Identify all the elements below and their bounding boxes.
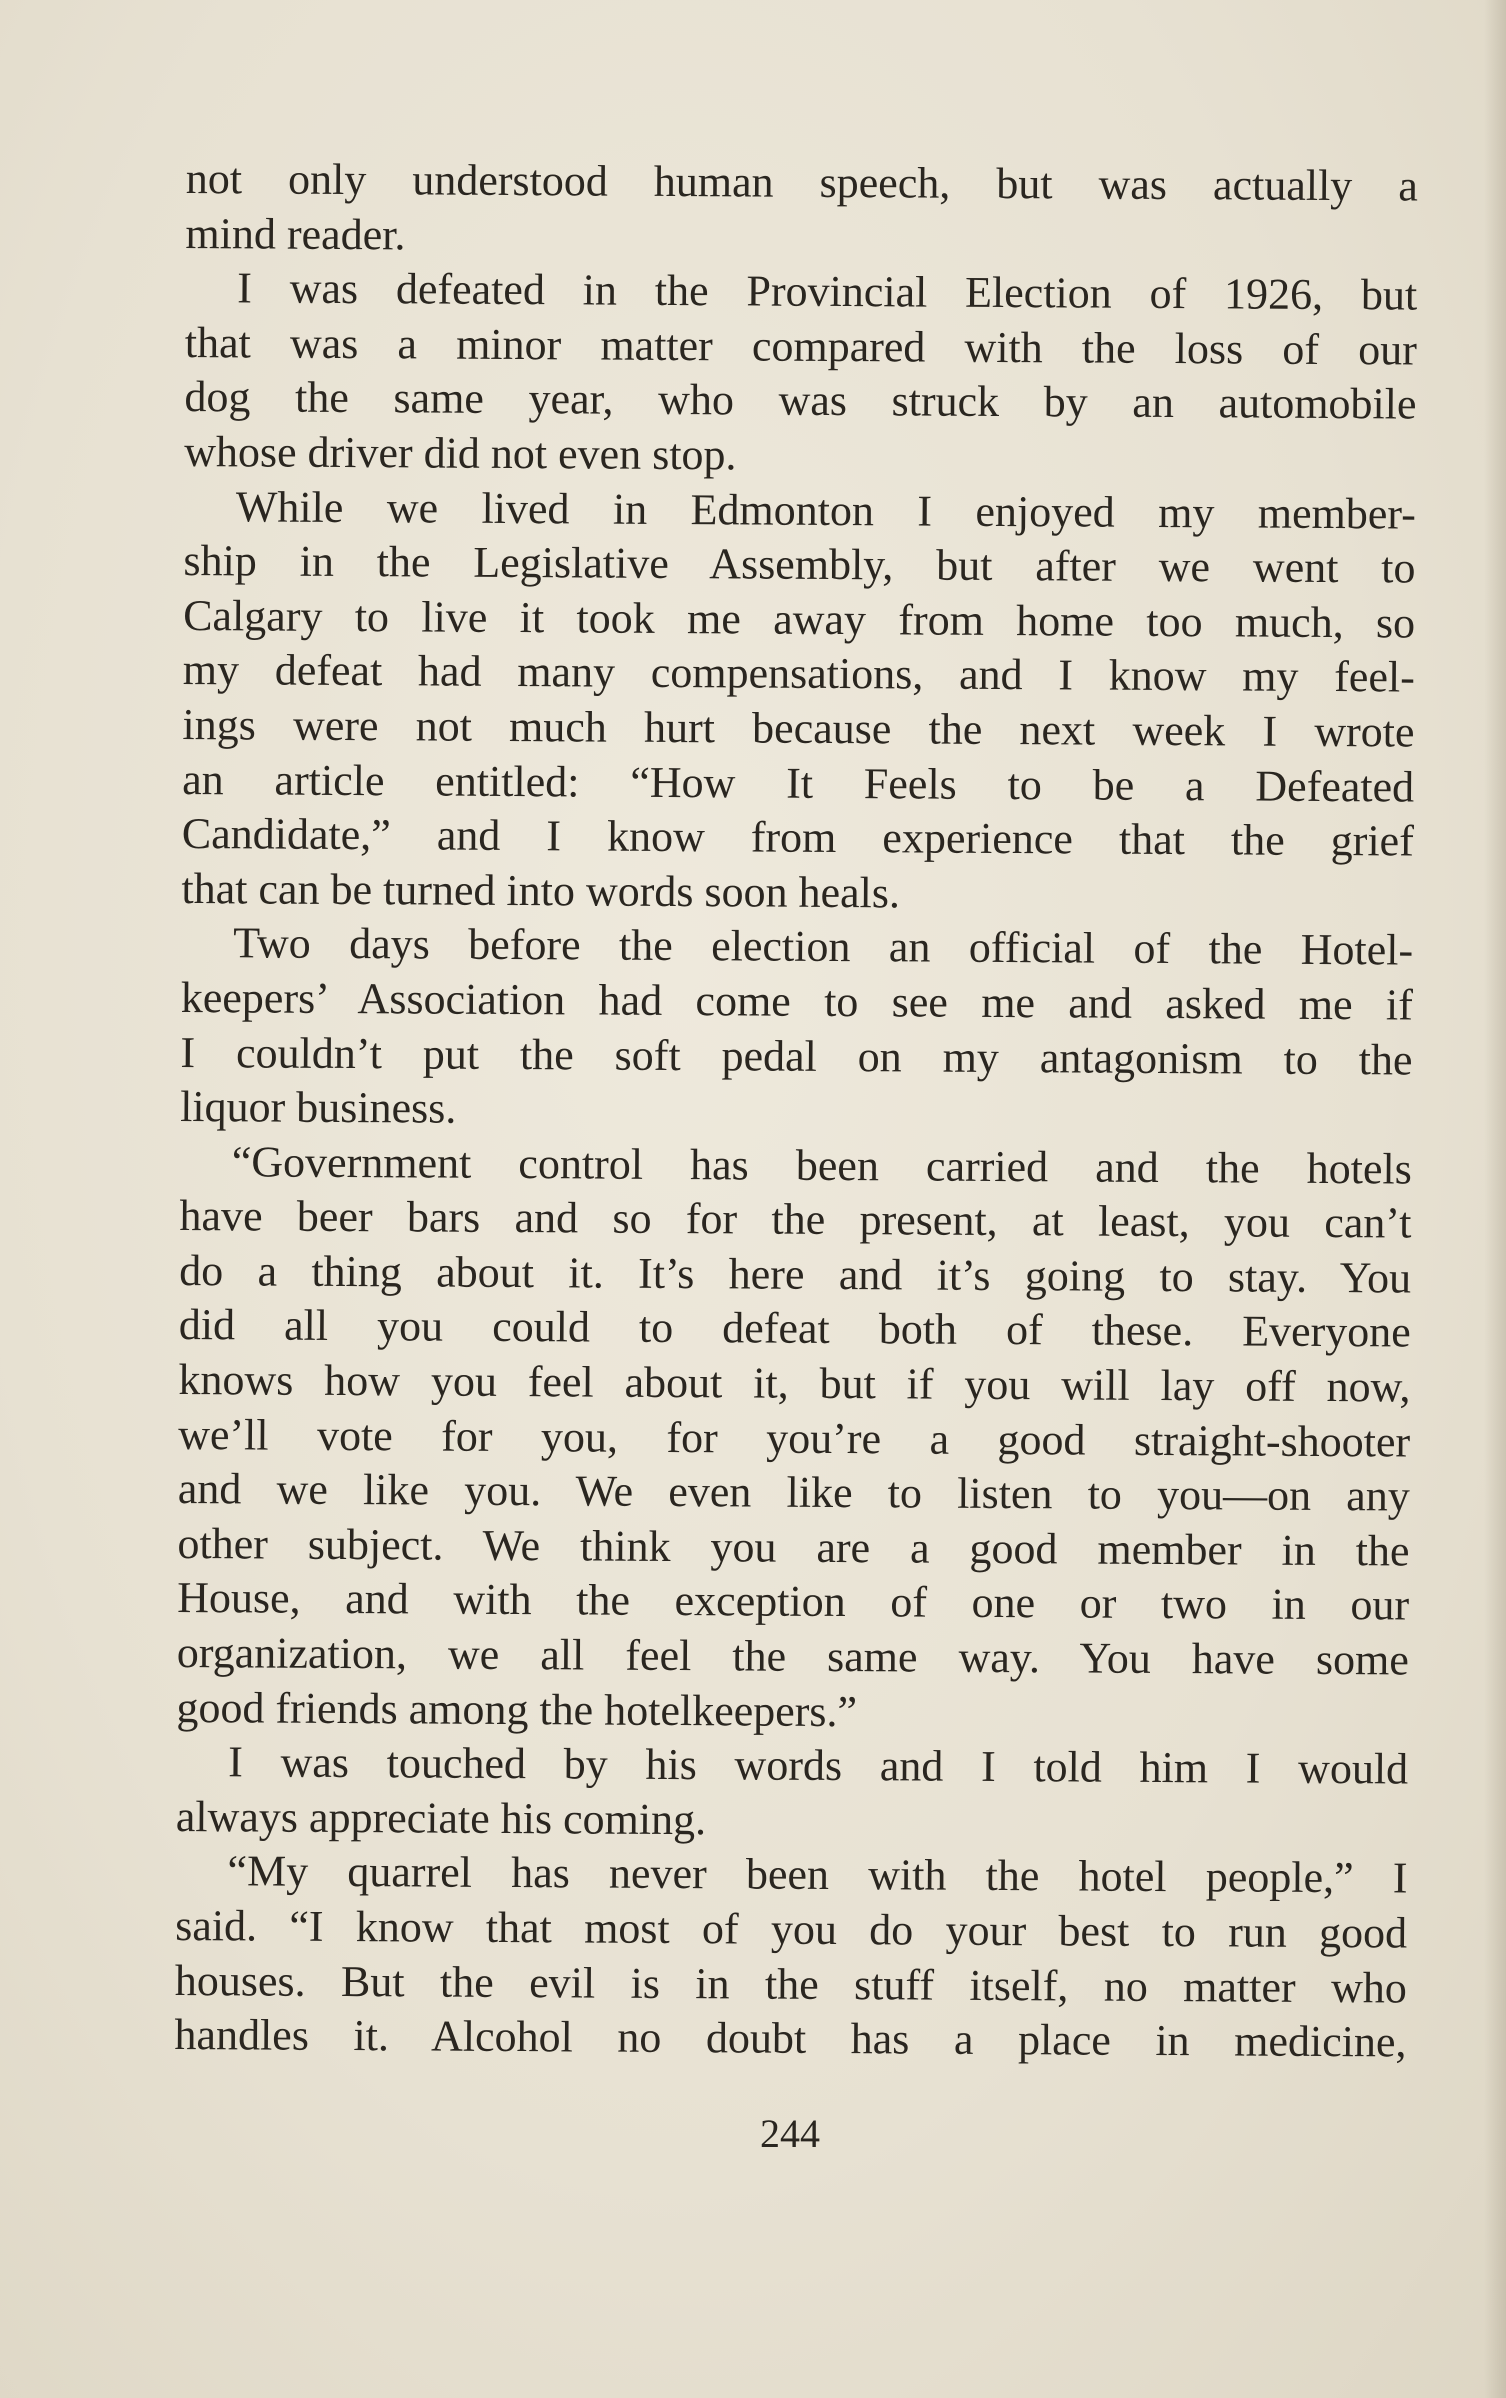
text-line: keepers’ Association had come to see me and asked me if <box>180 972 1413 1030</box>
text-line: we’ll vote for you, for you’re a good straight-shooter <box>178 1409 1411 1467</box>
text-line: knows how you feel about it, but if you will lay off now, <box>178 1355 1411 1412</box>
text-line: that was a minor matter compared with the loss of our <box>184 317 1417 375</box>
page-edge-shadow <box>1484 0 1506 2398</box>
text-line: whose driver did not even stop. <box>184 426 737 480</box>
text-line: mind reader. <box>185 208 406 259</box>
text-line: have beer bars and so for the present, at least, you can’t <box>179 1191 1412 1248</box>
text-line: I couldn’t put the soft pedal on my antagonism to the <box>180 1027 1413 1085</box>
text-line: Two days before the election an official of the Hotel- <box>233 918 1414 975</box>
text-line: “Government control has been carried and the hotels <box>231 1136 1412 1194</box>
text-line: handles it. Alcohol no doubt has a place in medicine, <box>174 2010 1407 2067</box>
body-text <box>174 152 1418 2070</box>
text-line: houses. But the evil is in the stuff itself, no matter who <box>174 1955 1407 2013</box>
text-line: ship in the Legislative Assembly, but after we went to <box>183 536 1416 593</box>
text-line: While we lived in Edmonton I enjoyed my member- <box>235 481 1416 539</box>
text-line: liquor business. <box>180 1082 457 1133</box>
text-line: my defeat had many compensations, and I know my feel- <box>182 645 1415 702</box>
text-line: I was defeated in the Provincial Election of 1926, but <box>237 263 1418 320</box>
text-line: did all you could to defeat both of these. Everyone <box>178 1300 1411 1357</box>
text-line: House, and with the exception of one or two in our <box>177 1573 1410 1630</box>
text-line: organization, we all feel the same way. You have some <box>176 1628 1409 1685</box>
text-line: always appreciate his coming. <box>175 1791 707 1845</box>
text-line: and we like you. We even like to listen to you—on any <box>177 1464 1410 1521</box>
text-line: good friends among the hotelkeepers.” <box>176 1682 858 1736</box>
text-line: Calgary to live it took me away from home too much, so <box>183 590 1416 648</box>
text-line: ings were not much hurt because the next week I wrote <box>182 699 1415 757</box>
text-line: do a thing about it. It’s here and it’s going to stay. You <box>179 1245 1412 1303</box>
text-line: an article entitled: “How It Feels to be a Defeated <box>182 754 1415 812</box>
text-line: that can be turned into words soon heals. <box>181 863 901 918</box>
text-line: other subject. We think you are a good member in the <box>177 1518 1410 1576</box>
text-line: not only understood human speech, but was actually a <box>185 153 1418 211</box>
text-line: Candidate,” and I know from experience that the grief <box>181 809 1414 866</box>
text-line: said. “I know that most of you do your best to run good <box>175 1900 1408 1958</box>
text-line: dog the same year, who was struck by an automobile <box>184 372 1417 429</box>
text-line: I was touched by his words and I told him I would <box>228 1737 1409 1794</box>
text-line: “My quarrel has never been with the hotel people,” I <box>227 1846 1408 1903</box>
page-number: 244 <box>760 2111 820 2156</box>
